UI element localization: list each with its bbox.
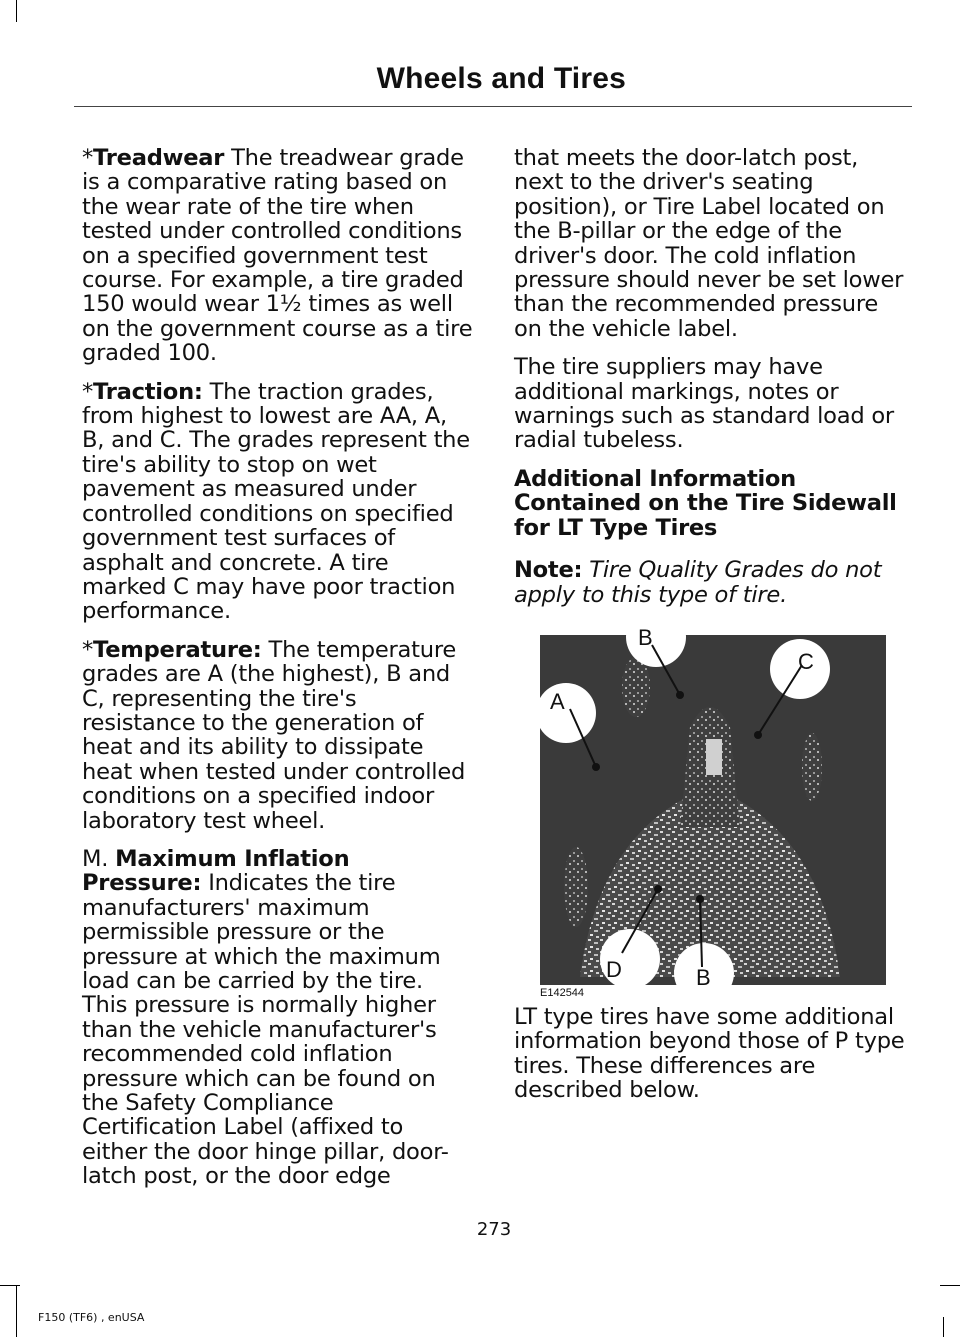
page-title: Wheels and Tires [376,62,626,95]
temperature-term: Temperature: [93,636,262,663]
sidewall-mark-left [622,657,650,717]
note-label: Note: [514,557,583,584]
figure-id: E142544 [540,986,585,999]
footer-model: F150 (TF6) , enUSA [38,1311,145,1324]
sidewall-mark-right [802,733,822,801]
label-c: C [798,648,814,674]
left-column [82,146,474,1203]
crop-mark-top-left [16,0,17,22]
crop-mark-bottom-right-v [943,1317,944,1337]
bullet-prefix: * [82,636,94,663]
bullet-prefix: * [82,145,94,171]
tire-white-notch [706,739,722,775]
note-paragraph [514,558,906,607]
leader-dot-b-top [676,691,684,699]
label-d: D [606,956,622,982]
page-number: 273 [476,1219,512,1240]
traction-term: Traction: [93,378,203,405]
section-heading: Additional Information Contained on the Tire Sidewall for LT Type Tires [514,465,897,541]
leader-dot-d [654,885,662,893]
suppliers-paragraph: The tire suppliers may have additional markings, notes or warnings such as standard load or radial tubeless. [514,354,894,454]
lt-info-paragraph: LT type tires have some additional information beyond those of P type tires. These differences are described below. [514,1003,905,1104]
tire-sidewall-figure [540,626,886,999]
traction-paragraph [82,380,474,624]
bullet-prefix: * [82,378,94,405]
max-inflation-paragraph [82,847,474,1189]
temperature-paragraph [82,638,474,833]
right-column [514,146,906,1117]
continuation-paragraph: that meets the door-latch post, next to the driver's seating position), or Tire Label located on the B-pillar or the edge of the driver's door. The cold inflation pressure should never be set lower than the recommended pressure on the vehicle label. [514,145,904,342]
leader-dot-a [592,763,600,771]
crop-mark-bottom-left-h [0,1285,20,1286]
leader-dot-c [754,731,762,739]
item-prefix: M. [82,845,116,872]
treadwear-body: The treadwear grade is a comparative rating based on the wear rate of the tire when tested under controlled conditions on a specified government test course. For example, a tire graded 150 would wear 1½ times as well on the government course as a tire graded 100. [82,145,473,367]
label-a: A [550,688,565,714]
label-b-top: B [638,626,653,650]
treadwear-paragraph [82,146,474,366]
temperature-body: The temperature grades are A (the highest), B and C, representing the tire's resistance to the generation of heat and its ability to dissipate heat when tested under controlled conditions on a specified indoor laboratory test wheel. [82,636,466,834]
crop-mark-bottom-right-h [940,1285,960,1286]
treadwear-term: Treadwear [93,145,225,171]
max-inflation-term: Maximum Inflation Pressure: [82,845,350,897]
label-b-bottom: B [696,964,711,987]
crop-mark-bottom-left-v [16,1285,17,1337]
leader-dot-b-bottom [696,895,704,903]
traction-body: The traction grades, from highest to lowest are AA, A, B, and C. The grades represent the tire's ability to stop on wet pavement as measured under controlled conditions on specified government test surfaces of asphalt and concrete. A tire marked C may have poor traction performance. [82,378,470,625]
note-body: Tire Quality Grades do not apply to this type of tire. [514,557,882,608]
header-rule [74,106,912,107]
tire-sidewall-illustration [540,627,886,987]
sidewall-mark-lower-left [564,847,588,927]
max-inflation-body: Indicates the tire manufacturers' maximum permissible pressure or the pressure at which the maximum load can be carried by the tire. This pressure is normally higher than the vehicle manufacturer's recommended cold inflation pressure which can be found on the Safety Compliance Certification Label (affixed to either the door hinge pillar, door-latch post, or the door edge [82,870,449,1190]
